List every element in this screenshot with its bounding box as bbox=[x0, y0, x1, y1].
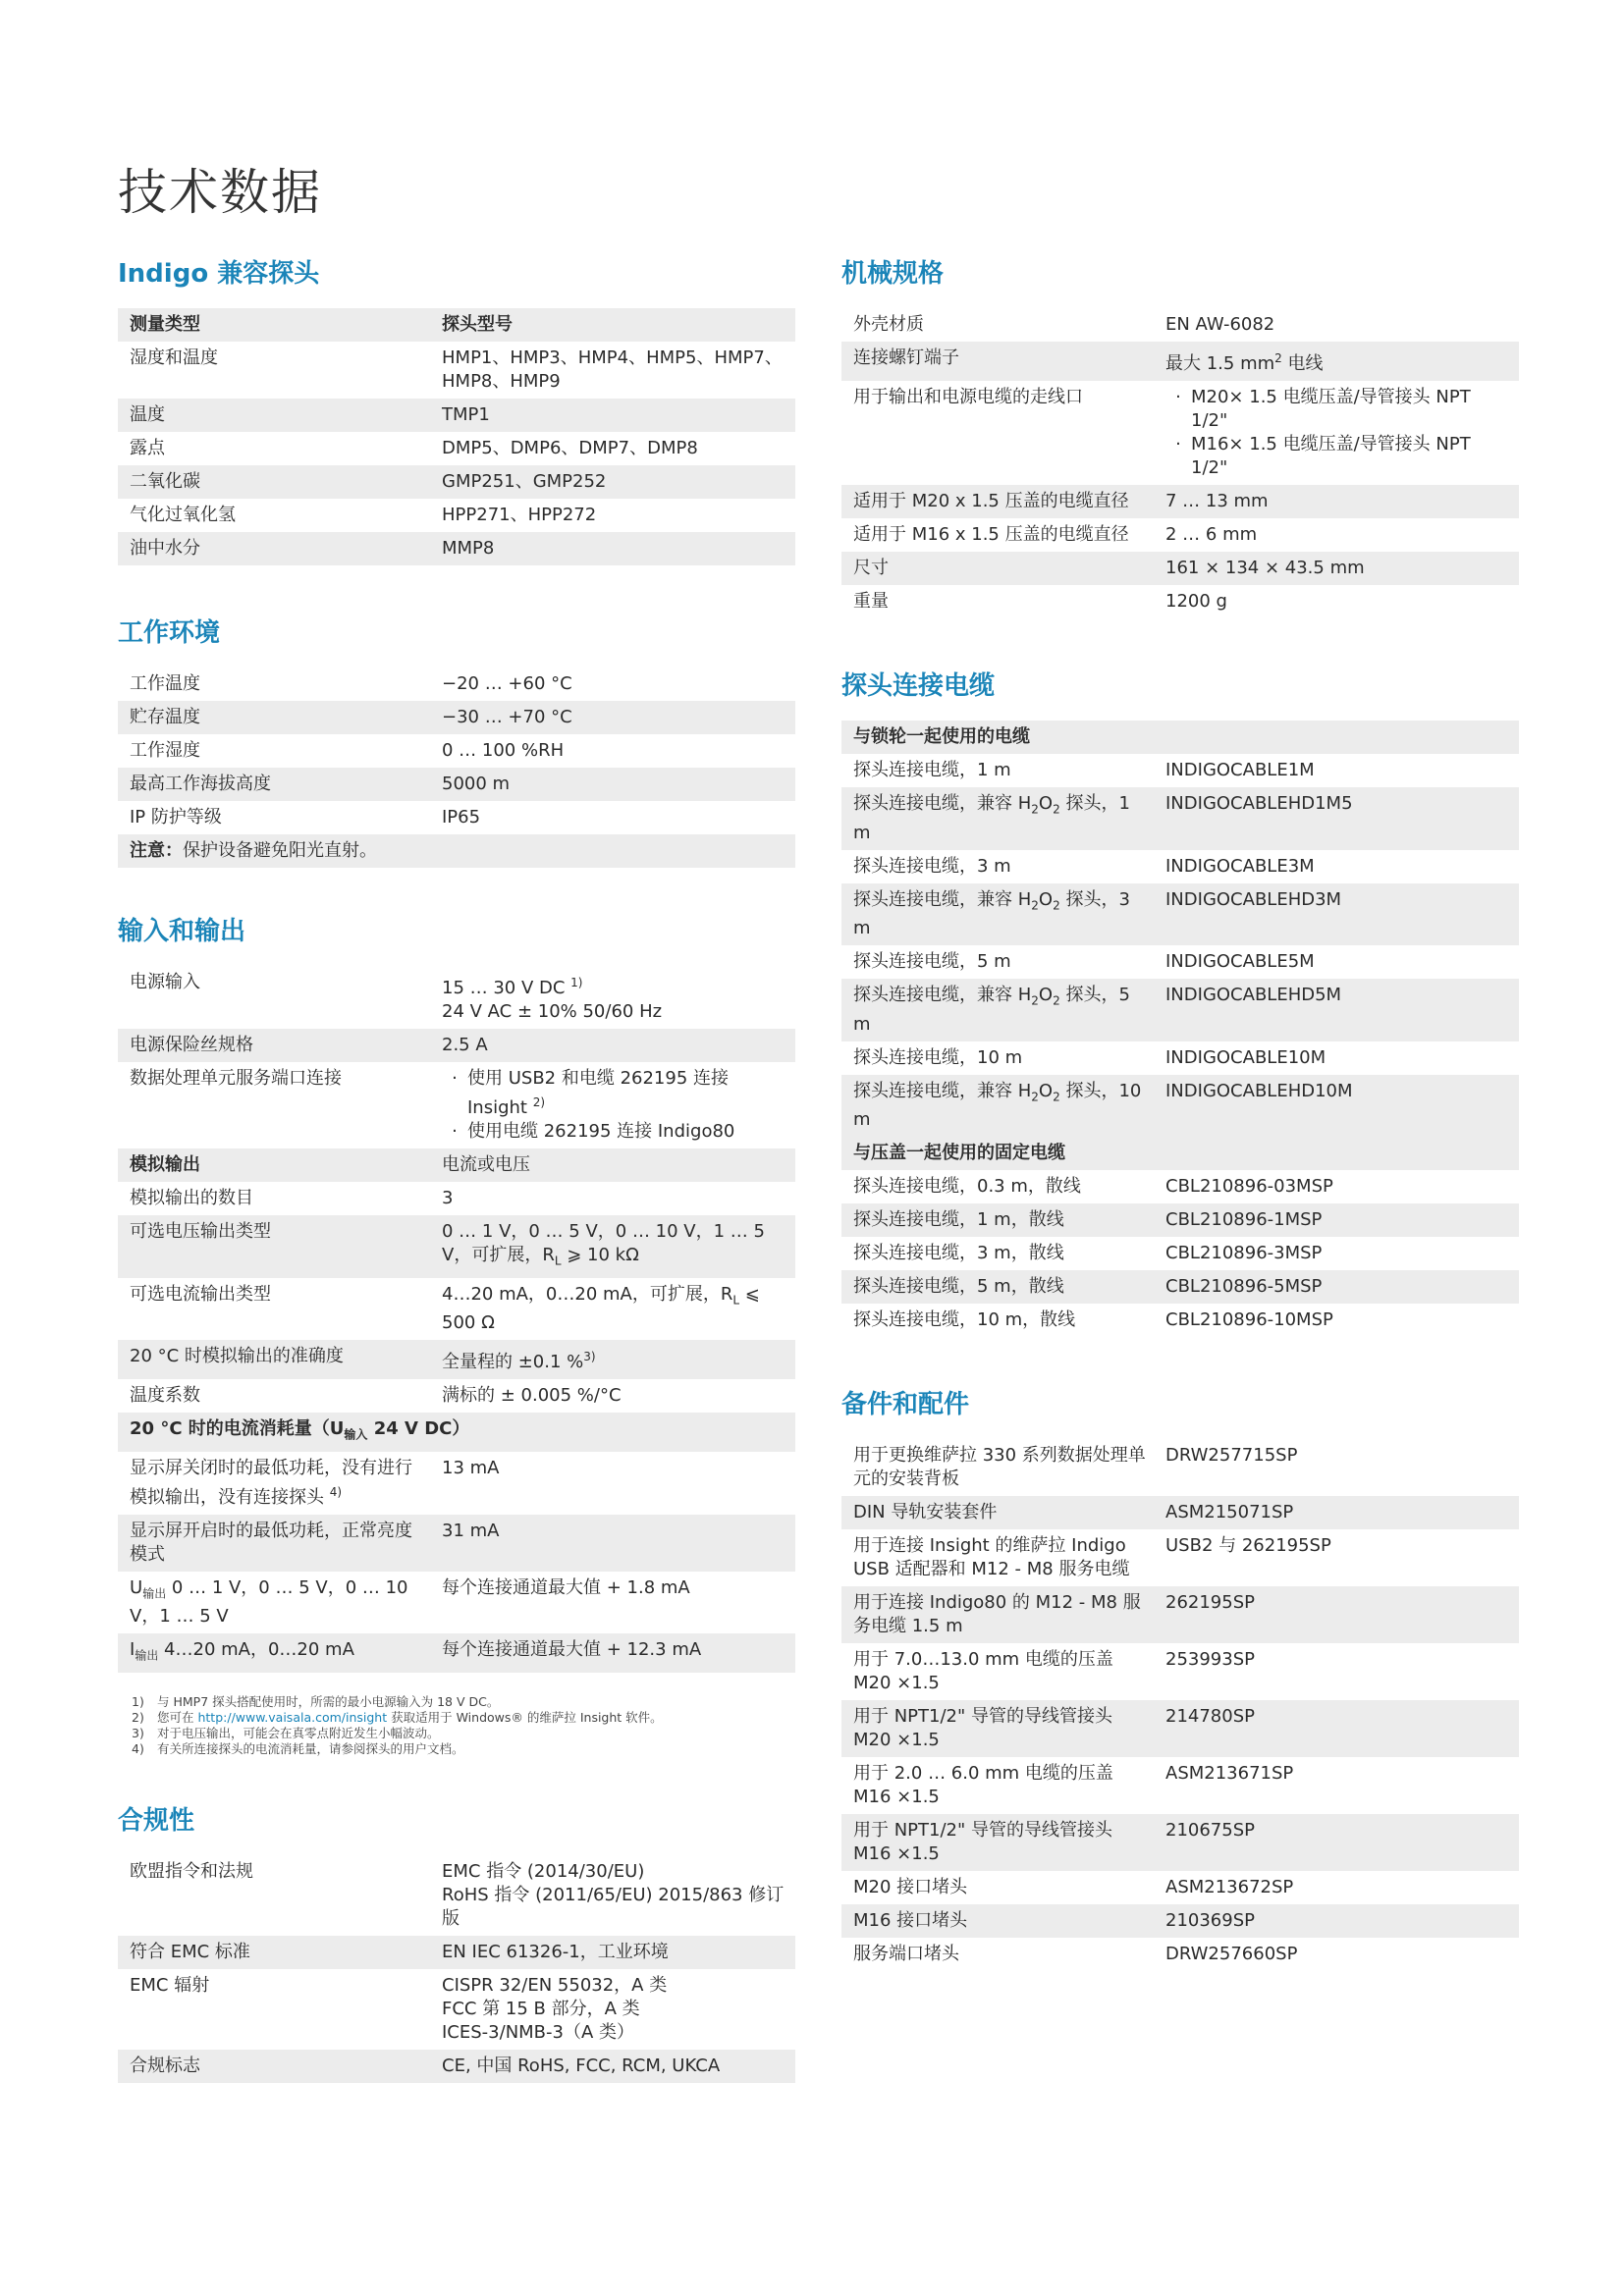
right-column bbox=[841, 253, 1519, 2018]
table-row bbox=[118, 499, 795, 532]
cell-label: 可选电流输出类型 bbox=[130, 1283, 271, 1305]
table-row bbox=[841, 1529, 1519, 1586]
footnote-number: 4) bbox=[132, 1740, 144, 1756]
cell-value: 1200 g bbox=[1165, 591, 1227, 612]
cell-value: MMP8 bbox=[442, 538, 495, 559]
table-row bbox=[118, 532, 795, 565]
cell-label bbox=[841, 792, 1165, 845]
cell-value: 210675SP bbox=[1165, 1820, 1255, 1842]
footnote-text: 与 HMP7 探头搭配使用时，所需的最小电源输入为 18 V DC。 bbox=[157, 1693, 500, 1709]
environment-heading: 工作环境 bbox=[118, 618, 221, 648]
label-text: 探头，5 m bbox=[853, 985, 1130, 1035]
cell-label: 探头连接电缆，10 m，散线 bbox=[853, 1309, 1076, 1331]
eu-directive: RoHS 指令 (2011/65/EU) 2015/863 修订版 bbox=[442, 1884, 785, 1929]
cell-value: 7 … 13 mm bbox=[1165, 491, 1269, 511]
table-row bbox=[118, 1572, 795, 1634]
cell-value: 210369SP bbox=[1165, 1910, 1255, 1932]
cell-label bbox=[118, 1457, 442, 1510]
accuracy-text: 全量程的 ±0.1 % bbox=[442, 1352, 584, 1373]
cell-label: 探头连接电缆，5 m bbox=[853, 951, 1011, 973]
footnote-text: 获取适用于 Windows® 的维萨拉 Insight 软件。 bbox=[387, 1709, 663, 1725]
cell-label: 湿度和温度 bbox=[130, 347, 218, 368]
cell-label: DIN 导轨安装套件 bbox=[853, 1502, 998, 1523]
cell-label bbox=[118, 1638, 442, 1668]
cell-value: ASM215071SP bbox=[1165, 1502, 1294, 1523]
mechanical-heading: 机械规格 bbox=[841, 259, 945, 289]
footnote-text: 有关所连接探头的电流消耗量，请参阅探头的用户文档。 bbox=[157, 1740, 464, 1756]
cables-subheading: 与压盖一起使用的固定电缆 bbox=[841, 1137, 1519, 1170]
footnote bbox=[118, 1741, 795, 1757]
table-row bbox=[118, 768, 795, 801]
cell-label bbox=[841, 984, 1165, 1037]
cell-value: GMP251、GMP252 bbox=[442, 471, 607, 492]
table-row bbox=[118, 667, 795, 701]
environment-section bbox=[118, 613, 795, 868]
footnote bbox=[118, 1694, 795, 1710]
table-row bbox=[841, 1270, 1519, 1304]
compliance-section bbox=[118, 1800, 795, 2083]
cell-value: DRW257715SP bbox=[1165, 1445, 1298, 1467]
table-row bbox=[841, 1170, 1519, 1203]
subscript: 2 bbox=[1053, 1090, 1060, 1104]
u-symbol: U bbox=[130, 1576, 143, 1598]
cell-label: 二氧化碳 bbox=[130, 471, 200, 492]
table-row bbox=[118, 1278, 795, 1341]
cell-value bbox=[442, 1283, 795, 1336]
consumption-heading-end: 24 V DC） bbox=[367, 1418, 470, 1440]
insight-link[interactable]: http://www.vaisala.com/insight bbox=[197, 1709, 388, 1725]
table-row bbox=[841, 585, 1519, 618]
cell-value bbox=[1165, 386, 1519, 480]
cell-value: 214780SP bbox=[1165, 1706, 1255, 1728]
footnote-number: 1) bbox=[132, 1693, 144, 1709]
cell-value bbox=[442, 971, 795, 1024]
cell-value: USB2 与 262195SP bbox=[1165, 1535, 1331, 1557]
cell-value: INDIGOCABLEHD10M bbox=[1165, 1080, 1353, 1101]
subscript: 2 bbox=[1031, 993, 1039, 1008]
table-row bbox=[841, 518, 1519, 552]
footnote-ref: 1) bbox=[570, 976, 583, 989]
cell-value bbox=[442, 1345, 795, 1374]
probes-header-model: 探头型号 bbox=[442, 314, 513, 335]
io-section bbox=[118, 911, 795, 1757]
cell-value: CBL210896-5MSP bbox=[1165, 1276, 1323, 1298]
cell-label: 露点 bbox=[130, 438, 165, 458]
cell-label: 20 °C 时模拟输出的准确度 bbox=[130, 1346, 344, 1367]
cell-value: INDIGOCABLEHD5M bbox=[1165, 985, 1342, 1006]
emission-standard: CISPR 32/EN 55032，A 类 bbox=[442, 1974, 668, 1996]
cell-label: 探头连接电缆，0.3 m，散线 bbox=[853, 1176, 1081, 1198]
cell-label: 用于连接 Insight 的维萨拉 Indigo USB 适配器和 M12 - M8 服务电缆 bbox=[853, 1535, 1130, 1580]
cell-label: 连接螺钉端子 bbox=[853, 347, 959, 368]
cell-label: 油中水分 bbox=[130, 538, 200, 559]
cell-value: 5000 m bbox=[442, 774, 511, 794]
probes-heading: Indigo 兼容探头 bbox=[118, 259, 320, 289]
cell-value: 13 mA bbox=[442, 1457, 500, 1478]
table-row bbox=[118, 701, 795, 734]
cell-value: ASM213671SP bbox=[1165, 1763, 1294, 1785]
cell-value: 31 mA bbox=[442, 1520, 500, 1541]
cell-label: 模拟输出的数目 bbox=[130, 1188, 253, 1208]
cell-label: 贮存温度 bbox=[130, 707, 200, 727]
environment-note bbox=[118, 834, 795, 868]
cell-value: 0 … 100 %RH bbox=[442, 740, 565, 761]
cell-value bbox=[442, 1860, 795, 1931]
cell-label: 数据处理单元服务端口连接 bbox=[130, 1068, 342, 1089]
cable-entry: M16× 1.5 电缆压盖/导管接头 NPT 1/2" bbox=[1191, 434, 1471, 478]
cell-value: 161 × 134 × 43.5 mm bbox=[1165, 558, 1365, 578]
subscript: 2 bbox=[1031, 1090, 1039, 1104]
cell-value: 2 … 6 mm bbox=[1165, 524, 1258, 545]
cables-section bbox=[841, 666, 1519, 1337]
cell-label bbox=[118, 1576, 442, 1629]
table-row bbox=[118, 1340, 795, 1379]
cell-value: CBL210896-03MSP bbox=[1165, 1176, 1333, 1198]
volt-text: 0 … 1 V，0 … 5 V，0 … 10 V，1 … 5 V，可扩展，R bbox=[442, 1221, 765, 1265]
subscript: 2 bbox=[1053, 993, 1060, 1008]
table-row bbox=[841, 1586, 1519, 1643]
table-row bbox=[841, 552, 1519, 585]
table-row bbox=[841, 1871, 1519, 1904]
cell-value: −30 … +70 °C bbox=[442, 707, 572, 727]
cell-value: 3 bbox=[442, 1188, 454, 1208]
subscript: 输入 bbox=[344, 1427, 368, 1442]
cell-value: 253993SP bbox=[1165, 1649, 1255, 1671]
cell-value: −20 … +60 °C bbox=[442, 673, 572, 694]
cell-value: 每个连接通道最大值 + 1.8 mA bbox=[442, 1576, 690, 1598]
cell-value: INDIGOCABLE10M bbox=[1165, 1046, 1326, 1068]
subscript: 输出 bbox=[135, 1648, 159, 1663]
cell-value: 电流或电压 bbox=[442, 1154, 530, 1175]
footnote bbox=[118, 1726, 795, 1741]
cell-label: 气化过氧化氢 bbox=[130, 505, 236, 525]
table-row bbox=[118, 1379, 795, 1413]
cell-label bbox=[841, 1080, 1165, 1133]
cell-label: 尺寸 bbox=[853, 558, 889, 578]
cell-label: 适用于 M20 x 1.5 压盖的电缆直径 bbox=[853, 491, 1129, 511]
label-text: O bbox=[1038, 1080, 1054, 1101]
cell-value: 每个连接通道最大值 + 12.3 mA bbox=[442, 1639, 702, 1661]
cell-value: 满标的 ± 0.005 %/°C bbox=[442, 1385, 622, 1407]
cell-value: CBL210896-10MSP bbox=[1165, 1309, 1333, 1331]
cell-value: INDIGOCABLEHD1M5 bbox=[1165, 793, 1353, 814]
table-row bbox=[841, 485, 1519, 518]
subscript: 2 bbox=[1053, 898, 1060, 913]
table-row bbox=[118, 465, 795, 499]
cell-label: 用于 NPT1/2" 导管的导线管接头 M16 ×1.5 bbox=[853, 1820, 1113, 1865]
parts-heading: 备件和配件 bbox=[841, 1390, 970, 1420]
cables-heading: 探头连接电缆 bbox=[841, 671, 996, 701]
footnote-ref: 4) bbox=[329, 1484, 343, 1499]
cell-label: 符合 EMC 标准 bbox=[130, 1941, 250, 1962]
cell-label bbox=[841, 888, 1165, 941]
label-text: O bbox=[1038, 888, 1054, 910]
cell-label: M20 接口堵头 bbox=[853, 1877, 968, 1898]
table-row bbox=[841, 1904, 1519, 1938]
i-range: 4…20 mA，0…20 mA bbox=[158, 1639, 354, 1661]
table-row bbox=[841, 754, 1519, 787]
table-row bbox=[841, 787, 1519, 850]
terminal-text-end: 电线 bbox=[1281, 353, 1324, 374]
table-row bbox=[118, 2050, 795, 2083]
cell-label: IP 防护等级 bbox=[130, 807, 222, 828]
cable-entry: M20× 1.5 电缆压盖/导管接头 NPT 1/2" bbox=[1191, 387, 1471, 431]
cell-label: 用于连接 Indigo80 的 M12 - M8 服务电缆 1.5 m bbox=[853, 1592, 1141, 1637]
cables-subheading: 与锁轮一起使用的电缆 bbox=[841, 721, 1519, 754]
bullet-icon: · bbox=[452, 1121, 458, 1142]
table-row bbox=[841, 945, 1519, 979]
table-row bbox=[118, 1969, 795, 2050]
table-row bbox=[841, 979, 1519, 1041]
cell-label: 电源输入 bbox=[130, 972, 200, 992]
u-range: 0 … 1 V，0 … 5 V，0 … 10 V，1 … 5 V bbox=[130, 1576, 408, 1628]
label-text: 探头，1 m bbox=[853, 793, 1130, 843]
table-row bbox=[841, 1814, 1519, 1871]
cell-label: 用于 NPT1/2" 导管的导线管接头 M20 ×1.5 bbox=[853, 1706, 1113, 1751]
terminal-text: 最大 1.5 mm bbox=[1165, 353, 1275, 374]
table-row bbox=[841, 850, 1519, 883]
cell-value: INDIGOCABLE3M bbox=[1165, 855, 1315, 877]
table-row bbox=[841, 1304, 1519, 1337]
label-text: O bbox=[1038, 985, 1054, 1006]
cell-label: 用于 2.0 … 6.0 mm 电缆的压盖 M16 ×1.5 bbox=[853, 1763, 1113, 1808]
cell-label: 用于输出和电源电缆的走线口 bbox=[853, 387, 1083, 407]
cell-label: 探头连接电缆，1 m，散线 bbox=[853, 1209, 1064, 1231]
table-row bbox=[118, 1148, 795, 1182]
left-column bbox=[118, 253, 795, 2130]
subscript: L bbox=[554, 1254, 562, 1268]
cell-label: 探头连接电缆，5 m，散线 bbox=[853, 1276, 1064, 1298]
display-off-text: 显示屏关闭时的最低功耗，没有进行模拟输出，没有连接探头 bbox=[130, 1457, 412, 1508]
table-row bbox=[118, 1029, 795, 1062]
table-row bbox=[841, 308, 1519, 342]
footnote bbox=[118, 1710, 795, 1726]
table-row bbox=[118, 432, 795, 465]
subscript: 2 bbox=[1031, 802, 1039, 817]
table-row bbox=[841, 1757, 1519, 1814]
table-row bbox=[118, 1515, 795, 1572]
consumption-heading: 20 °C 时的电流消耗量（U bbox=[130, 1418, 345, 1440]
cell-label: 工作湿度 bbox=[130, 740, 200, 761]
table-row bbox=[841, 1643, 1519, 1700]
label-text: 探头连接电缆，兼容 H bbox=[853, 793, 1032, 814]
cell-label: 电源保险丝规格 bbox=[130, 1035, 253, 1055]
label-text: 探头连接电缆，兼容 H bbox=[853, 985, 1032, 1006]
bullet-icon: · bbox=[1175, 434, 1181, 454]
cell-label: 探头连接电缆，3 m，散线 bbox=[853, 1243, 1064, 1264]
table-row bbox=[841, 1439, 1519, 1496]
cell-label: 外壳材质 bbox=[853, 314, 924, 335]
cell-label: 探头连接电缆，10 m bbox=[853, 1046, 1023, 1068]
cell-value: DRW257660SP bbox=[1165, 1944, 1298, 1965]
note-label: 注意： bbox=[130, 840, 183, 861]
label-text: 探头，10 m bbox=[853, 1080, 1142, 1131]
eu-directive: EMC 指令 (2014/30/EU) bbox=[442, 1860, 645, 1882]
table-row bbox=[118, 734, 795, 768]
cell-value: EN AW-6082 bbox=[1165, 314, 1275, 335]
power-in-dc: 15 … 30 V DC bbox=[442, 978, 566, 998]
subscript: L bbox=[732, 1293, 740, 1308]
table-row bbox=[118, 1936, 795, 1969]
cell-value: CBL210896-3MSP bbox=[1165, 1243, 1323, 1264]
cell-label: 合规标志 bbox=[130, 2055, 200, 2076]
cell-label: 工作温度 bbox=[130, 673, 200, 694]
table-row bbox=[841, 1041, 1519, 1075]
cell-label: 探头连接电缆，3 m bbox=[853, 855, 1011, 877]
table-row bbox=[841, 1237, 1519, 1270]
cell-value: HMP1、HMP3、HMP4、HMP5、HMP7、HMP8、HMP9 bbox=[442, 347, 783, 392]
io-heading: 输入和输出 bbox=[118, 917, 246, 946]
emission-standard: FCC 第 15 B 部分，A 类 bbox=[442, 1998, 640, 2019]
table-row bbox=[118, 1855, 795, 1936]
bullet-icon: · bbox=[1175, 387, 1181, 407]
power-in-ac: 24 V AC ± 10% 50/60 Hz bbox=[442, 1001, 663, 1022]
table-row bbox=[841, 1075, 1519, 1138]
subscript: 输出 bbox=[142, 1586, 167, 1601]
cell-value bbox=[442, 1974, 795, 2045]
footnote-number: 2) bbox=[132, 1709, 144, 1725]
cell-value bbox=[442, 1067, 795, 1144]
cell-value: INDIGOCABLEHD3M bbox=[1165, 888, 1342, 910]
page-title: 技术数据 bbox=[118, 164, 322, 221]
consumption-header-row bbox=[118, 1413, 795, 1452]
footnote-text: 对于电压输出，可能会在真零点附近发生小幅波动。 bbox=[157, 1725, 440, 1740]
table-row bbox=[118, 1633, 795, 1673]
service-indigo80: 使用电缆 262195 连接 Indigo80 bbox=[467, 1121, 735, 1142]
emission-standard: ICES-3/NMB-3（A 类） bbox=[442, 2021, 635, 2043]
compliance-heading: 合规性 bbox=[118, 1805, 195, 1836]
cell-label: 适用于 M16 x 1.5 压盖的电缆直径 bbox=[853, 524, 1129, 545]
subscript: 2 bbox=[1031, 898, 1039, 913]
cell-label: 温度 bbox=[130, 404, 165, 425]
volt-text-end: ⩾ 10 kΩ bbox=[561, 1245, 639, 1265]
cell-value: ASM213672SP bbox=[1165, 1877, 1294, 1898]
cell-label: 模拟输出 bbox=[130, 1154, 200, 1175]
probes-header-type: 测量类型 bbox=[130, 314, 200, 335]
table-row bbox=[841, 1938, 1519, 1971]
cell-value: INDIGOCABLE5M bbox=[1165, 951, 1315, 973]
cell-label: 最高工作海拔高度 bbox=[130, 774, 271, 794]
cell-label: 用于更换维萨拉 330 系列数据处理单元的安装背板 bbox=[853, 1445, 1146, 1490]
cell-label: 重量 bbox=[853, 591, 889, 612]
cell-label: 欧盟指令和法规 bbox=[130, 1860, 253, 1882]
table-row bbox=[118, 1062, 795, 1148]
footnote-number: 3) bbox=[132, 1725, 144, 1740]
cell-value: 262195SP bbox=[1165, 1592, 1255, 1614]
superscript: 2 bbox=[1274, 351, 1282, 365]
cell-label: 显示屏开启时的最低功耗，正常亮度模式 bbox=[130, 1520, 412, 1565]
footnote-ref: 3) bbox=[583, 1350, 596, 1364]
mechanical-section bbox=[841, 253, 1519, 618]
cell-value: DMP5、DMP6、DMP7、DMP8 bbox=[442, 438, 698, 458]
table-row bbox=[118, 801, 795, 834]
table-row bbox=[118, 1452, 795, 1515]
cell-value: INDIGOCABLE1M bbox=[1165, 760, 1315, 780]
cell-value: IP65 bbox=[442, 807, 481, 828]
i-symbol: I bbox=[130, 1639, 135, 1661]
cell-label: M16 接口堵头 bbox=[853, 1910, 968, 1932]
service-usb: 使用 USB2 和电缆 262195 连接 Insight bbox=[467, 1068, 730, 1118]
cell-label: 用于 7.0…13.0 mm 电缆的压盖 M20 ×1.5 bbox=[853, 1649, 1113, 1694]
table-row bbox=[118, 966, 795, 1029]
table-row bbox=[841, 1700, 1519, 1757]
table-row bbox=[118, 342, 795, 399]
label-text: 探头连接电缆，兼容 H bbox=[853, 888, 1032, 910]
probes-header-row bbox=[118, 308, 795, 342]
cell-label: 服务端口堵头 bbox=[853, 1944, 959, 1965]
label-text: O bbox=[1038, 793, 1054, 814]
cell-value: CBL210896-1MSP bbox=[1165, 1209, 1323, 1231]
table-row bbox=[841, 1496, 1519, 1529]
table-row bbox=[118, 1215, 795, 1278]
table-row bbox=[118, 1182, 795, 1215]
table-row bbox=[841, 342, 1519, 381]
footnote-text: 您可在 bbox=[157, 1709, 198, 1725]
cell-label: 探头连接电缆，1 m bbox=[853, 760, 1011, 780]
cell-value: EN IEC 61326-1，工业环境 bbox=[442, 1941, 669, 1962]
curr-text-end: ⩽ 500 Ω bbox=[442, 1283, 760, 1334]
cell-value: 2.5 A bbox=[442, 1035, 488, 1055]
cell-label: 可选电压输出类型 bbox=[130, 1221, 271, 1242]
cell-value bbox=[1165, 347, 1519, 376]
probes-section bbox=[118, 253, 795, 565]
cell-value: TMP1 bbox=[442, 404, 490, 425]
bullet-icon: · bbox=[452, 1068, 458, 1089]
parts-section bbox=[841, 1384, 1519, 1971]
cell-label: EMC 辐射 bbox=[130, 1974, 210, 1996]
table-row bbox=[841, 381, 1519, 485]
note-text: 保护设备避免阳光直射。 bbox=[183, 840, 377, 861]
label-text: 探头，3 m bbox=[853, 888, 1130, 939]
table-row bbox=[841, 1203, 1519, 1237]
table-row bbox=[118, 399, 795, 432]
label-text: 探头连接电缆，兼容 H bbox=[853, 1080, 1032, 1101]
curr-text: 4…20 mA，0…20 mA，可扩展，R bbox=[442, 1283, 733, 1305]
cell-value: CE, 中国 RoHS, FCC, RCM, UKCA bbox=[442, 2055, 721, 2076]
table-row bbox=[841, 883, 1519, 946]
cell-label: 温度系数 bbox=[130, 1385, 200, 1407]
subscript: 2 bbox=[1053, 802, 1060, 817]
footnote-ref: 2) bbox=[532, 1095, 546, 1109]
footnotes bbox=[118, 1694, 795, 1757]
cell-value: HPP271、HPP272 bbox=[442, 505, 597, 525]
cell-value bbox=[442, 1220, 795, 1273]
